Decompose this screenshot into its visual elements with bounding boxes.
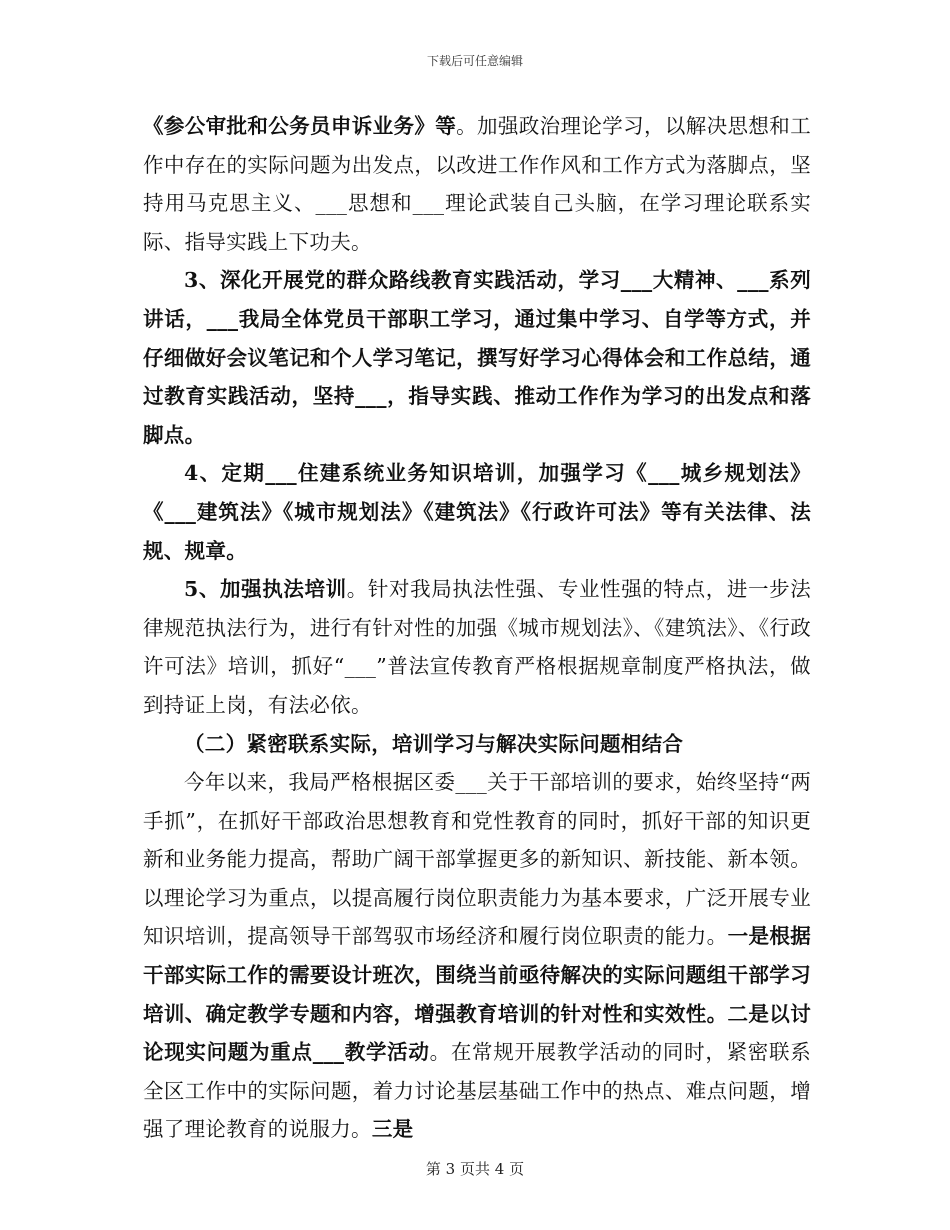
paragraph-5-bold-2: 三是 xyxy=(371,1117,414,1142)
page-footer: 第 3 页共 4 页 xyxy=(425,1160,525,1178)
section-heading: （二）紧密联系实际，培训学习与解决实际问题相结合 xyxy=(184,731,684,756)
paragraph-4-rest: 。针对我局执法性强、专业性强的特点，进一步法律规范执法行为，进行有针对性的加强《城市规划法》、《建筑法》、《行政许可法》培训，抓好“___”普法宣传教育严格根据规章制度严格执法，做到持证上岗，有法必依。 xyxy=(143,577,811,717)
paragraph-1-bold-lead: 《参公审批和公务员申诉业务》等 xyxy=(143,114,457,138)
paragraph-4-bold-lead: 5、加强执法培训 xyxy=(184,577,347,602)
paragraph-5 xyxy=(143,763,811,1149)
paragraph-4 xyxy=(143,570,811,724)
paragraph-3: 4、定期___住建系统业务知识培训，加强学习《___城乡规划法》《___建筑法》《城市规划法》《建筑法》《行政许可法》等有关法律、法规、规章。 xyxy=(143,461,811,563)
paragraph-5-normal-2: 。在常规开展教学活动的同时，紧密联系全区工作中的实际问题，着力讨论基层基础工作中的热点、难点问题，增强了理论教育的说服力。 xyxy=(143,1040,812,1142)
paragraph-2: 3、深化开展党的群众路线教育实践活动，学习___大精神、___系列讲话，___我局全体党员干部职工学习，通过集中学习、自学等方式，并仔细做好会议笔记和个人学习笔记，撰写好学习心得体会和工作总结，通过教育实践活动，坚持___，指导实践、推动工作作为学习的出发点和落脚点。 xyxy=(143,268,811,447)
page-header: 下载后可任意编辑 xyxy=(426,54,523,68)
paragraph-5-bold-1: 一是根据干部实际工作的需要设计班次，围绕当前亟待解决的实际问题组干部学习培训、确定教学专题和内容，增强教育培训的针对性和实效性。二是以讨论现实问题为重点___教学活动 xyxy=(143,924,811,1065)
paragraph-1-rest: 。加强政治理论学习，以解决思想和工作中存在的实际问题为出发点，以改进工作作风和工作方式为落脚点，坚持用马克思主义、___思想和___理论武装自己头脑，在学习理论联系实际、指导实践上下功夫。 xyxy=(143,114,811,254)
document-body xyxy=(143,107,811,1149)
paragraph-5-normal-1: 今年以来，我局严格根据区委___关于干部培训的要求，始终坚持“两手抓”，在抓好干部政治思想教育和党性教育的同时，抓好干部的知识更新和业务能力提高，帮助广阔干部掌握更多的新知识、新技能、新本领。以理论学习为重点，以提高履行岗位职责能力为基本要求，广泛开展专业知识培训，提高领导干部驾驭市场经济和履行岗位职责的能力。 xyxy=(143,770,811,949)
paragraph-1 xyxy=(143,107,811,261)
